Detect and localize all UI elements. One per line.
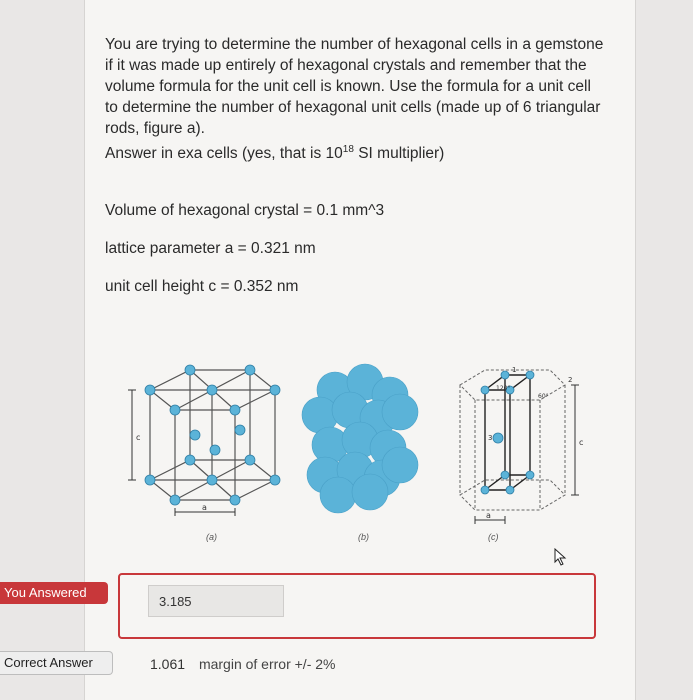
volume-param: Volume of hexagonal crystal = 0.1 mm^3 [105,202,385,219]
question-paragraph: You are trying to determine the number of hexagonal cells in a gemstone if it was made up entirely of hexagonal crystals and remember that the volume formula for the unit cell is known. Use the formula for a unit cell to determine the number of hexagonal unit cells (made up of 6 triangular rods, figure a). [105,36,604,137]
lattice-param: lattice parameter a = 0.321 nm [105,240,316,257]
figure-b-spheres [302,364,418,513]
figure-c-c-label: c [579,438,584,447]
figure-c-60-label: 60° [538,393,549,400]
figure-c-num-1: 1 [512,366,517,374]
parameters-list [105,202,384,316]
mouse-pointer-icon [554,548,568,566]
figure-c-num-2: 2 [568,376,573,384]
margin-of-error: margin of error +/- 2% [198,656,336,672]
figure-c-num-3: 3 [488,434,493,442]
question-text [105,34,605,164]
caption-c: (c) [488,532,499,542]
question-instruction: Answer in exa cells (yes, that is $10^{18}$ SI multiplier) [105,144,445,163]
correct-answer-badge: Correct Answer [0,651,113,675]
figure-c-120-label: 120° [496,385,511,392]
hexagonal-cell-figure [120,360,590,550]
caption-a: (a) [206,532,217,542]
answer-input[interactable]: 3.185 [148,585,284,617]
you-answered-badge: You Answered [0,582,108,604]
correct-answer-row [150,656,336,672]
correct-answer-value: 1.061 [150,656,186,672]
figure-c-a-label: a [486,511,491,520]
figure-a-c-label: c [136,433,141,442]
height-param: unit cell height c = 0.352 nm [105,278,299,295]
figure-a-a-label: a [202,503,207,512]
figure-c-dimensions [475,385,579,524]
hexagonal-cell-diagram [120,360,590,550]
caption-b: (b) [358,532,369,542]
